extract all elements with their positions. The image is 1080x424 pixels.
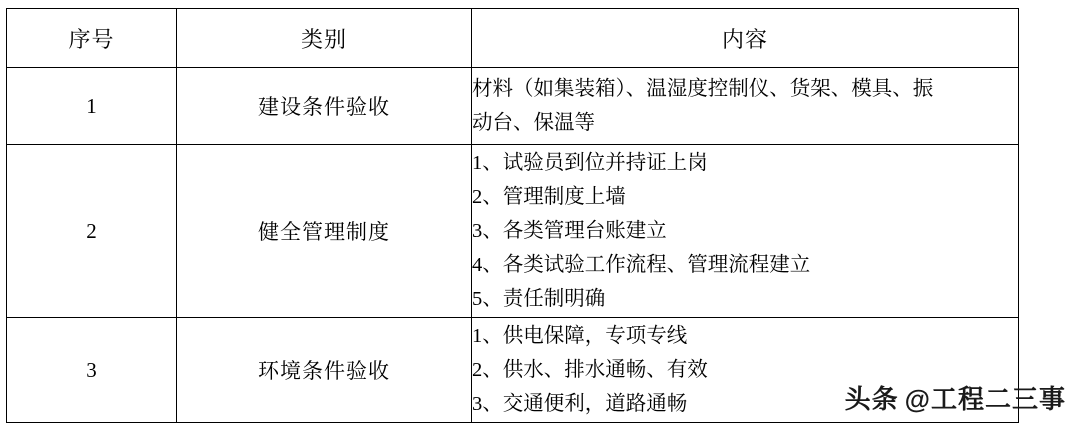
table-row (7, 145, 1019, 318)
content-line: 5、责任制明确 (472, 288, 606, 310)
content-line: 3、交通便利，道路通畅 (472, 393, 688, 415)
row-category: 健全管理制度 (177, 145, 472, 318)
row-content (472, 68, 1019, 145)
content-line: 材料（如集装箱）、温湿度控制仪、货架、模具、振 (472, 78, 934, 100)
content-table (6, 8, 1019, 423)
table-row (7, 68, 1019, 145)
row-content (472, 145, 1019, 318)
column-header-category: 类别 (177, 9, 472, 68)
column-header-no: 序号 (7, 9, 177, 68)
content-line: 3、各类管理台账建立 (472, 220, 667, 242)
watermark-text: @工程二三事 (904, 384, 1066, 414)
row-category: 建设条件验收 (177, 68, 472, 145)
row-number: 3 (7, 318, 177, 423)
row-number: 1 (7, 68, 177, 145)
row-category: 环境条件验收 (177, 318, 472, 423)
content-line: 2、管理制度上墙 (472, 186, 626, 208)
table-header-row (7, 9, 1019, 68)
row-number: 2 (7, 145, 177, 318)
content-line: 2、供水、排水通畅、有效 (472, 359, 708, 381)
content-line: 4、各类试验工作流程、管理流程建立 (472, 254, 811, 276)
column-header-content: 内容 (472, 9, 1019, 68)
toutiao-logo: 头条 (844, 384, 899, 414)
watermark (845, 379, 1066, 416)
content-line: 1、供电保障，专项专线 (472, 325, 688, 347)
content-line: 1、试验员到位并持证上岗 (472, 152, 708, 174)
content-line: 动台、保温等 (472, 112, 595, 134)
